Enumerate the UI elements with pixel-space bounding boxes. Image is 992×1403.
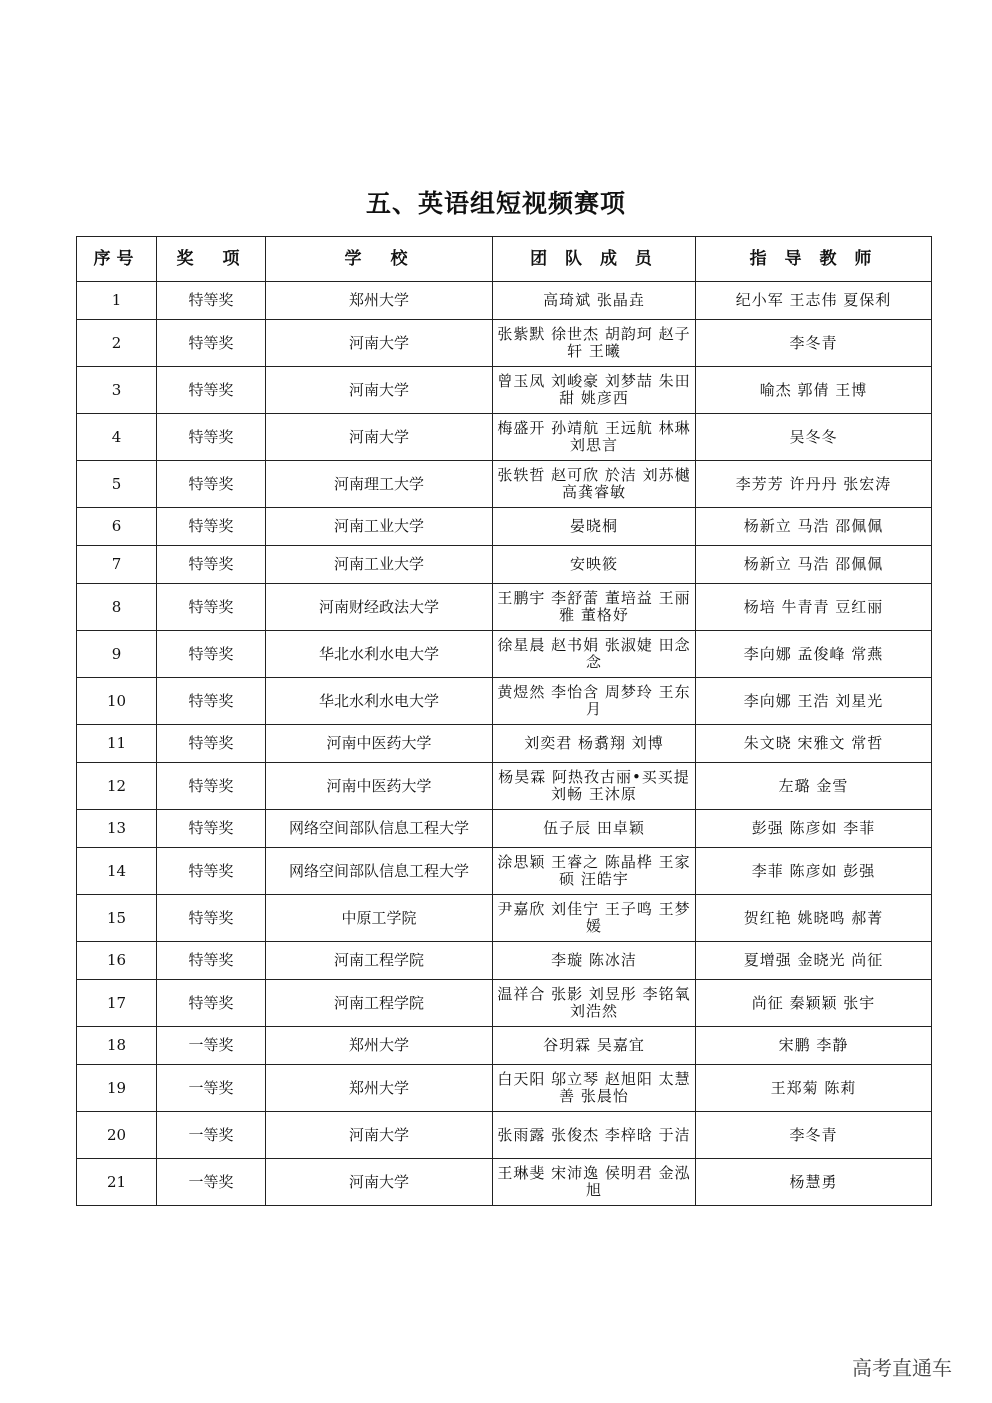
table-row: [77, 725, 932, 763]
cell-school: 郑州大学: [266, 1027, 493, 1065]
cell-members: 杨昊霖 阿热孜古丽•买买提 刘畅 王沐原: [493, 763, 696, 810]
cell-members: 黄煜然 李怡含 周梦玲 王东月: [493, 678, 696, 725]
cell-members: 曾玉凤 刘峻豪 刘梦喆 朱田甜 姚彦西: [493, 367, 696, 414]
cell-no: 8: [77, 584, 157, 631]
cell-members: 刘奕君 杨翥翔 刘博: [493, 725, 696, 763]
cell-teachers: 李芳芳 许丹丹 张宏涛: [696, 461, 932, 508]
cell-school: 河南大学: [266, 1112, 493, 1159]
cell-no: 14: [77, 848, 157, 895]
cell-school: 华北水利水电大学: [266, 631, 493, 678]
header-award: 奖 项: [157, 237, 266, 282]
cell-school: 河南理工大学: [266, 461, 493, 508]
cell-award: 特等奖: [157, 678, 266, 725]
cell-no: 19: [77, 1065, 157, 1112]
header-teachers: 指 导 教 师: [696, 237, 932, 282]
cell-no: 20: [77, 1112, 157, 1159]
cell-teachers: 李冬青: [696, 1112, 932, 1159]
cell-members: 高琦斌 张晶垚: [493, 282, 696, 320]
cell-no: 2: [77, 320, 157, 367]
cell-no: 12: [77, 763, 157, 810]
cell-school: 河南大学: [266, 320, 493, 367]
cell-teachers: 尚征 秦颖颖 张宇: [696, 980, 932, 1027]
cell-teachers: 王郑菊 陈莉: [696, 1065, 932, 1112]
table-row: [77, 414, 932, 461]
cell-no: 16: [77, 942, 157, 980]
cell-school: 网络空间部队信息工程大学: [266, 848, 493, 895]
cell-members: 白天阳 邬立琴 赵旭阳 太慧善 张晨怡: [493, 1065, 696, 1112]
table-row: [77, 546, 932, 584]
cell-no: 3: [77, 367, 157, 414]
cell-award: 特等奖: [157, 848, 266, 895]
cell-teachers: 李冬青: [696, 320, 932, 367]
cell-teachers: 喻杰 郭倩 王博: [696, 367, 932, 414]
table-body: [77, 282, 932, 1206]
cell-no: 17: [77, 980, 157, 1027]
cell-award: 一等奖: [157, 1027, 266, 1065]
cell-no: 13: [77, 810, 157, 848]
table-row: [77, 282, 932, 320]
cell-school: 河南财经政法大学: [266, 584, 493, 631]
cell-members: 王鹏宇 李舒蕾 董培益 王丽雅 董格妤: [493, 584, 696, 631]
cell-teachers: 朱文晓 宋雅文 常哲: [696, 725, 932, 763]
cell-no: 5: [77, 461, 157, 508]
cell-teachers: 李菲 陈彦如 彭强: [696, 848, 932, 895]
cell-teachers: 左璐 金雪: [696, 763, 932, 810]
table-row: [77, 848, 932, 895]
cell-award: 特等奖: [157, 508, 266, 546]
cell-members: 尹嘉欣 刘佳宁 王子鸣 王梦媛: [493, 895, 696, 942]
cell-no: 21: [77, 1159, 157, 1206]
table-row: [77, 508, 932, 546]
cell-members: 张雨露 张俊杰 李梓晗 于洁: [493, 1112, 696, 1159]
header-members: 团 队 成 员: [493, 237, 696, 282]
cell-members: 张紫默 徐世杰 胡韵珂 赵子轩 王曦: [493, 320, 696, 367]
cell-teachers: 夏增强 金晓光 尚征: [696, 942, 932, 980]
cell-award: 特等奖: [157, 895, 266, 942]
cell-award: 特等奖: [157, 810, 266, 848]
cell-members: 温祥合 张影 刘昱彤 李铭氧 刘浩然: [493, 980, 696, 1027]
cell-teachers: 贺红艳 姚晓鸣 郝菁: [696, 895, 932, 942]
table-row: [77, 763, 932, 810]
cell-school: 河南中医药大学: [266, 763, 493, 810]
cell-award: 特等奖: [157, 631, 266, 678]
cell-school: 河南工业大学: [266, 546, 493, 584]
cell-school: 中原工学院: [266, 895, 493, 942]
cell-award: 特等奖: [157, 725, 266, 763]
cell-award: 特等奖: [157, 546, 266, 584]
cell-no: 9: [77, 631, 157, 678]
cell-award: 特等奖: [157, 414, 266, 461]
cell-award: 一等奖: [157, 1065, 266, 1112]
cell-no: 6: [77, 508, 157, 546]
table-row: [77, 320, 932, 367]
cell-members: 张轶哲 赵可欣 於洁 刘苏樾 高龚睿敏: [493, 461, 696, 508]
cell-no: 4: [77, 414, 157, 461]
cell-award: 一等奖: [157, 1112, 266, 1159]
header-school: 学 校: [266, 237, 493, 282]
table-row: [77, 1065, 932, 1112]
table-row: [77, 980, 932, 1027]
cell-teachers: 杨新立 马浩 邵佩佩: [696, 508, 932, 546]
cell-members: 梅盛开 孙靖航 王远航 林琳 刘思言: [493, 414, 696, 461]
table-header-row: [77, 237, 932, 282]
table-row: [77, 810, 932, 848]
cell-award: 特等奖: [157, 584, 266, 631]
table-row: [77, 1112, 932, 1159]
cell-members: 王琳斐 宋沛逸 侯明君 金泓旭: [493, 1159, 696, 1206]
table-row: [77, 367, 932, 414]
cell-award: 特等奖: [157, 942, 266, 980]
cell-award: 特等奖: [157, 320, 266, 367]
cell-members: 涂思颖 王睿之 陈晶桦 王家硕 汪皓宇: [493, 848, 696, 895]
cell-teachers: 杨培 牛青青 豆红丽: [696, 584, 932, 631]
cell-school: 郑州大学: [266, 1065, 493, 1112]
cell-award: 特等奖: [157, 980, 266, 1027]
table-row: [77, 1159, 932, 1206]
page-title: 五、英语组短视频赛项: [365, 189, 626, 218]
cell-no: 18: [77, 1027, 157, 1065]
cell-no: 11: [77, 725, 157, 763]
cell-no: 7: [77, 546, 157, 584]
cell-teachers: 李向娜 孟俊峰 常燕: [696, 631, 932, 678]
cell-teachers: 杨新立 马浩 邵佩佩: [696, 546, 932, 584]
cell-award: 一等奖: [157, 1159, 266, 1206]
cell-school: 河南工业大学: [266, 508, 493, 546]
awards-table: [76, 236, 932, 1206]
cell-school: 郑州大学: [266, 282, 493, 320]
cell-members: 安映筱: [493, 546, 696, 584]
cell-members: 徐星晨 赵书娟 张淑婕 田念念: [493, 631, 696, 678]
cell-teachers: 纪小军 王志伟 夏保利: [696, 282, 932, 320]
cell-school: 华北水利水电大学: [266, 678, 493, 725]
cell-school: 网络空间部队信息工程大学: [266, 810, 493, 848]
cell-school: 河南工程学院: [266, 980, 493, 1027]
cell-school: 河南大学: [266, 367, 493, 414]
cell-teachers: 李向娜 王浩 刘星光: [696, 678, 932, 725]
cell-no: 10: [77, 678, 157, 725]
table-row: [77, 895, 932, 942]
cell-teachers: 宋鹏 李静: [696, 1027, 932, 1065]
cell-members: 李璇 陈冰洁: [493, 942, 696, 980]
cell-award: 特等奖: [157, 763, 266, 810]
cell-school: 河南大学: [266, 1159, 493, 1206]
table-row: [77, 584, 932, 631]
cell-award: 特等奖: [157, 282, 266, 320]
cell-school: 河南大学: [266, 414, 493, 461]
cell-no: 15: [77, 895, 157, 942]
cell-award: 特等奖: [157, 367, 266, 414]
watermark: 高考直通车: [852, 1356, 952, 1380]
cell-members: 谷玥霖 吴嘉宜: [493, 1027, 696, 1065]
cell-school: 河南工程学院: [266, 942, 493, 980]
cell-members: 晏晓桐: [493, 508, 696, 546]
cell-teachers: 杨慧勇: [696, 1159, 932, 1206]
table-row: [77, 678, 932, 725]
cell-no: 1: [77, 282, 157, 320]
table-row: [77, 1027, 932, 1065]
cell-teachers: 吴冬冬: [696, 414, 932, 461]
table-row: [77, 631, 932, 678]
cell-teachers: 彭强 陈彦如 李菲: [696, 810, 932, 848]
table-row: [77, 942, 932, 980]
header-no: 序号: [77, 237, 157, 282]
cell-members: 伍子辰 田卓颖: [493, 810, 696, 848]
cell-school: 河南中医药大学: [266, 725, 493, 763]
table-row: [77, 461, 932, 508]
cell-award: 特等奖: [157, 461, 266, 508]
